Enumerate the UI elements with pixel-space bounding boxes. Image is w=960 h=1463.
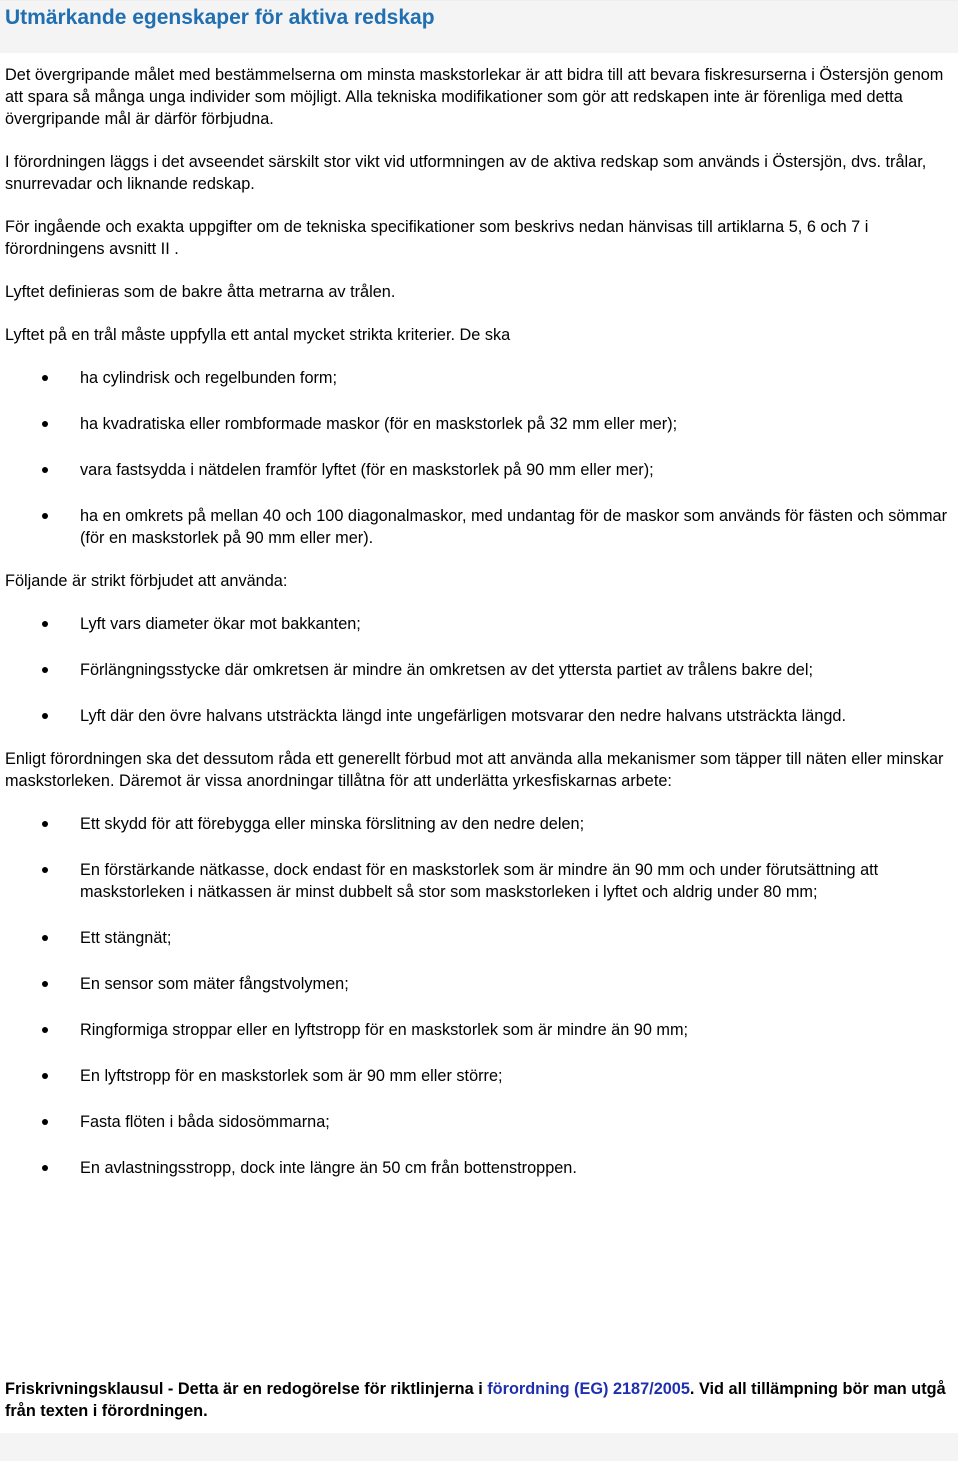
bullet-icon	[42, 467, 48, 473]
list-item-text: Lyft där den övre halvans utsträckta längd inte ungefärligen motsvarar den nedre halvans utsträckta längd.	[80, 707, 846, 725]
list-item	[5, 927, 953, 949]
list-item-text: Fasta flöten i båda sidosömmarna;	[80, 1113, 330, 1131]
list-item	[5, 1019, 953, 1041]
bullet-icon	[42, 713, 48, 719]
lift-criteria-paragraph: Lyftet på en trål måste uppfylla ett antal mycket strikta kriterier. De ska	[5, 326, 511, 344]
document-body	[5, 64, 953, 1200]
reference-paragraph: För ingående och exakta uppgifter om de tekniska specifikationer som beskrivs nedan hänvisas till artiklarna 5, 6 och 7 i förordningens avsnitt II .	[5, 218, 869, 258]
lift-definition-paragraph: Lyftet definieras som de bakre åtta metrarna av trålen.	[5, 283, 396, 301]
list-item	[5, 459, 953, 481]
forbidden-list	[5, 613, 953, 727]
list-item-text: Lyft vars diameter ökar mot bakkanten;	[80, 615, 361, 633]
page-title: Utmärkande egenskaper för aktiva redskap	[5, 6, 435, 29]
disclaimer-prefix: Friskrivningsklausul - Detta är en redogörelse för riktlinjerna i	[5, 1380, 488, 1398]
list-item-text: ha kvadratiska eller rombformade maskor (för en maskstorlek på 32 mm eller mer);	[80, 415, 678, 433]
list-item	[5, 659, 953, 681]
list-item-text: Förlängningsstycke där omkretsen är mindre än omkretsen av det yttersta partiet av trålens bakre del;	[80, 661, 813, 679]
list-item-text: Ett skydd för att förebygga eller minska förslitning av den nedre delen;	[80, 815, 585, 833]
bullet-icon	[42, 1165, 48, 1171]
permitted-intro-paragraph: Enligt förordningen ska det dessutom råda ett generellt förbud mot att använda alla mekanismer som täpper till näten eller minskar maskstorleken. Däremot är vissa anordningar tillåtna för att underlätta yrkesfiskarnas arbete:	[5, 750, 944, 790]
list-item	[5, 859, 953, 903]
list-item-text: En avlastningsstropp, dock inte längre än 50 cm från bottenstroppen.	[80, 1159, 577, 1177]
forbidden-intro-paragraph: Följande är strikt förbjudet att använda:	[5, 572, 288, 590]
list-item-text: ha cylindrisk och regelbunden form;	[80, 369, 338, 387]
bullet-icon	[42, 375, 48, 381]
bullet-icon	[42, 935, 48, 941]
list-item	[5, 413, 953, 435]
list-item	[5, 505, 953, 549]
list-item-text: vara fastsydda i nätdelen framför lyftet (för en maskstorlek på 90 mm eller mer);	[80, 461, 654, 479]
bullet-icon	[42, 513, 48, 519]
bullet-icon	[42, 667, 48, 673]
list-item	[5, 1065, 953, 1087]
bullet-icon	[42, 621, 48, 627]
bullet-icon	[42, 1119, 48, 1125]
list-item	[5, 367, 953, 389]
list-item	[5, 1111, 953, 1133]
list-item-text: Ett stängnät;	[80, 929, 172, 947]
intro-paragraph: Det övergripande målet med bestämmelserna om minsta maskstorlekar är att bidra till att bevara fiskresurserna i Östersjön genom att spara så många unga individer som möjligt. Alla tekniska modifikationer som gör att redskapen inte är förenliga med detta övergripande mål är därför förbjudna.	[5, 66, 944, 128]
bullet-icon	[42, 821, 48, 827]
bullet-icon	[42, 867, 48, 873]
criteria-list	[5, 367, 953, 549]
regulation-link[interactable]: förordning (EG) 2187/2005	[487, 1380, 690, 1398]
list-item-text: En förstärkande nätkasse, dock endast för en maskstorlek som är mindre än 90 mm och under förutsättning att maskstorleken i nätkassen är minst dubbelt så stor som maskstorleken i lyftet och aldrig under 80 mm;	[80, 861, 879, 901]
permitted-list	[5, 813, 953, 1179]
list-item-text: En sensor som mäter fångstvolymen;	[80, 975, 349, 993]
list-item	[5, 1157, 953, 1179]
focus-paragraph: I förordningen läggs i det avseendet särskilt stor vikt vid utformningen av de aktiva redskap som används i Östersjön, dvs. trålar, snurrevadar och liknande redskap.	[5, 153, 927, 193]
list-item-text: Ringformiga stroppar eller en lyftstropp för en maskstorlek som är mindre än 90 mm;	[80, 1021, 689, 1039]
bullet-icon	[42, 1027, 48, 1033]
list-item	[5, 813, 953, 835]
list-item	[5, 705, 953, 727]
list-item-text: ha en omkrets på mellan 40 och 100 diagonalmaskor, med undantag för de maskor som används för fästen och sömmar (för en maskstorlek på 90 mm eller mer).	[80, 507, 947, 547]
bullet-icon	[42, 981, 48, 987]
list-item	[5, 973, 953, 995]
list-item-text: En lyftstropp för en maskstorlek som är 90 mm eller större;	[80, 1067, 503, 1085]
list-item	[5, 613, 953, 635]
disclaimer	[5, 1378, 953, 1422]
bullet-icon	[42, 421, 48, 427]
bullet-icon	[42, 1073, 48, 1079]
title-bar	[0, 0, 958, 53]
disclaimer-suffix: . Vid all tillämpning bör man utgå från texten i förordningen.	[5, 1380, 946, 1420]
footer-bar	[0, 1433, 958, 1461]
